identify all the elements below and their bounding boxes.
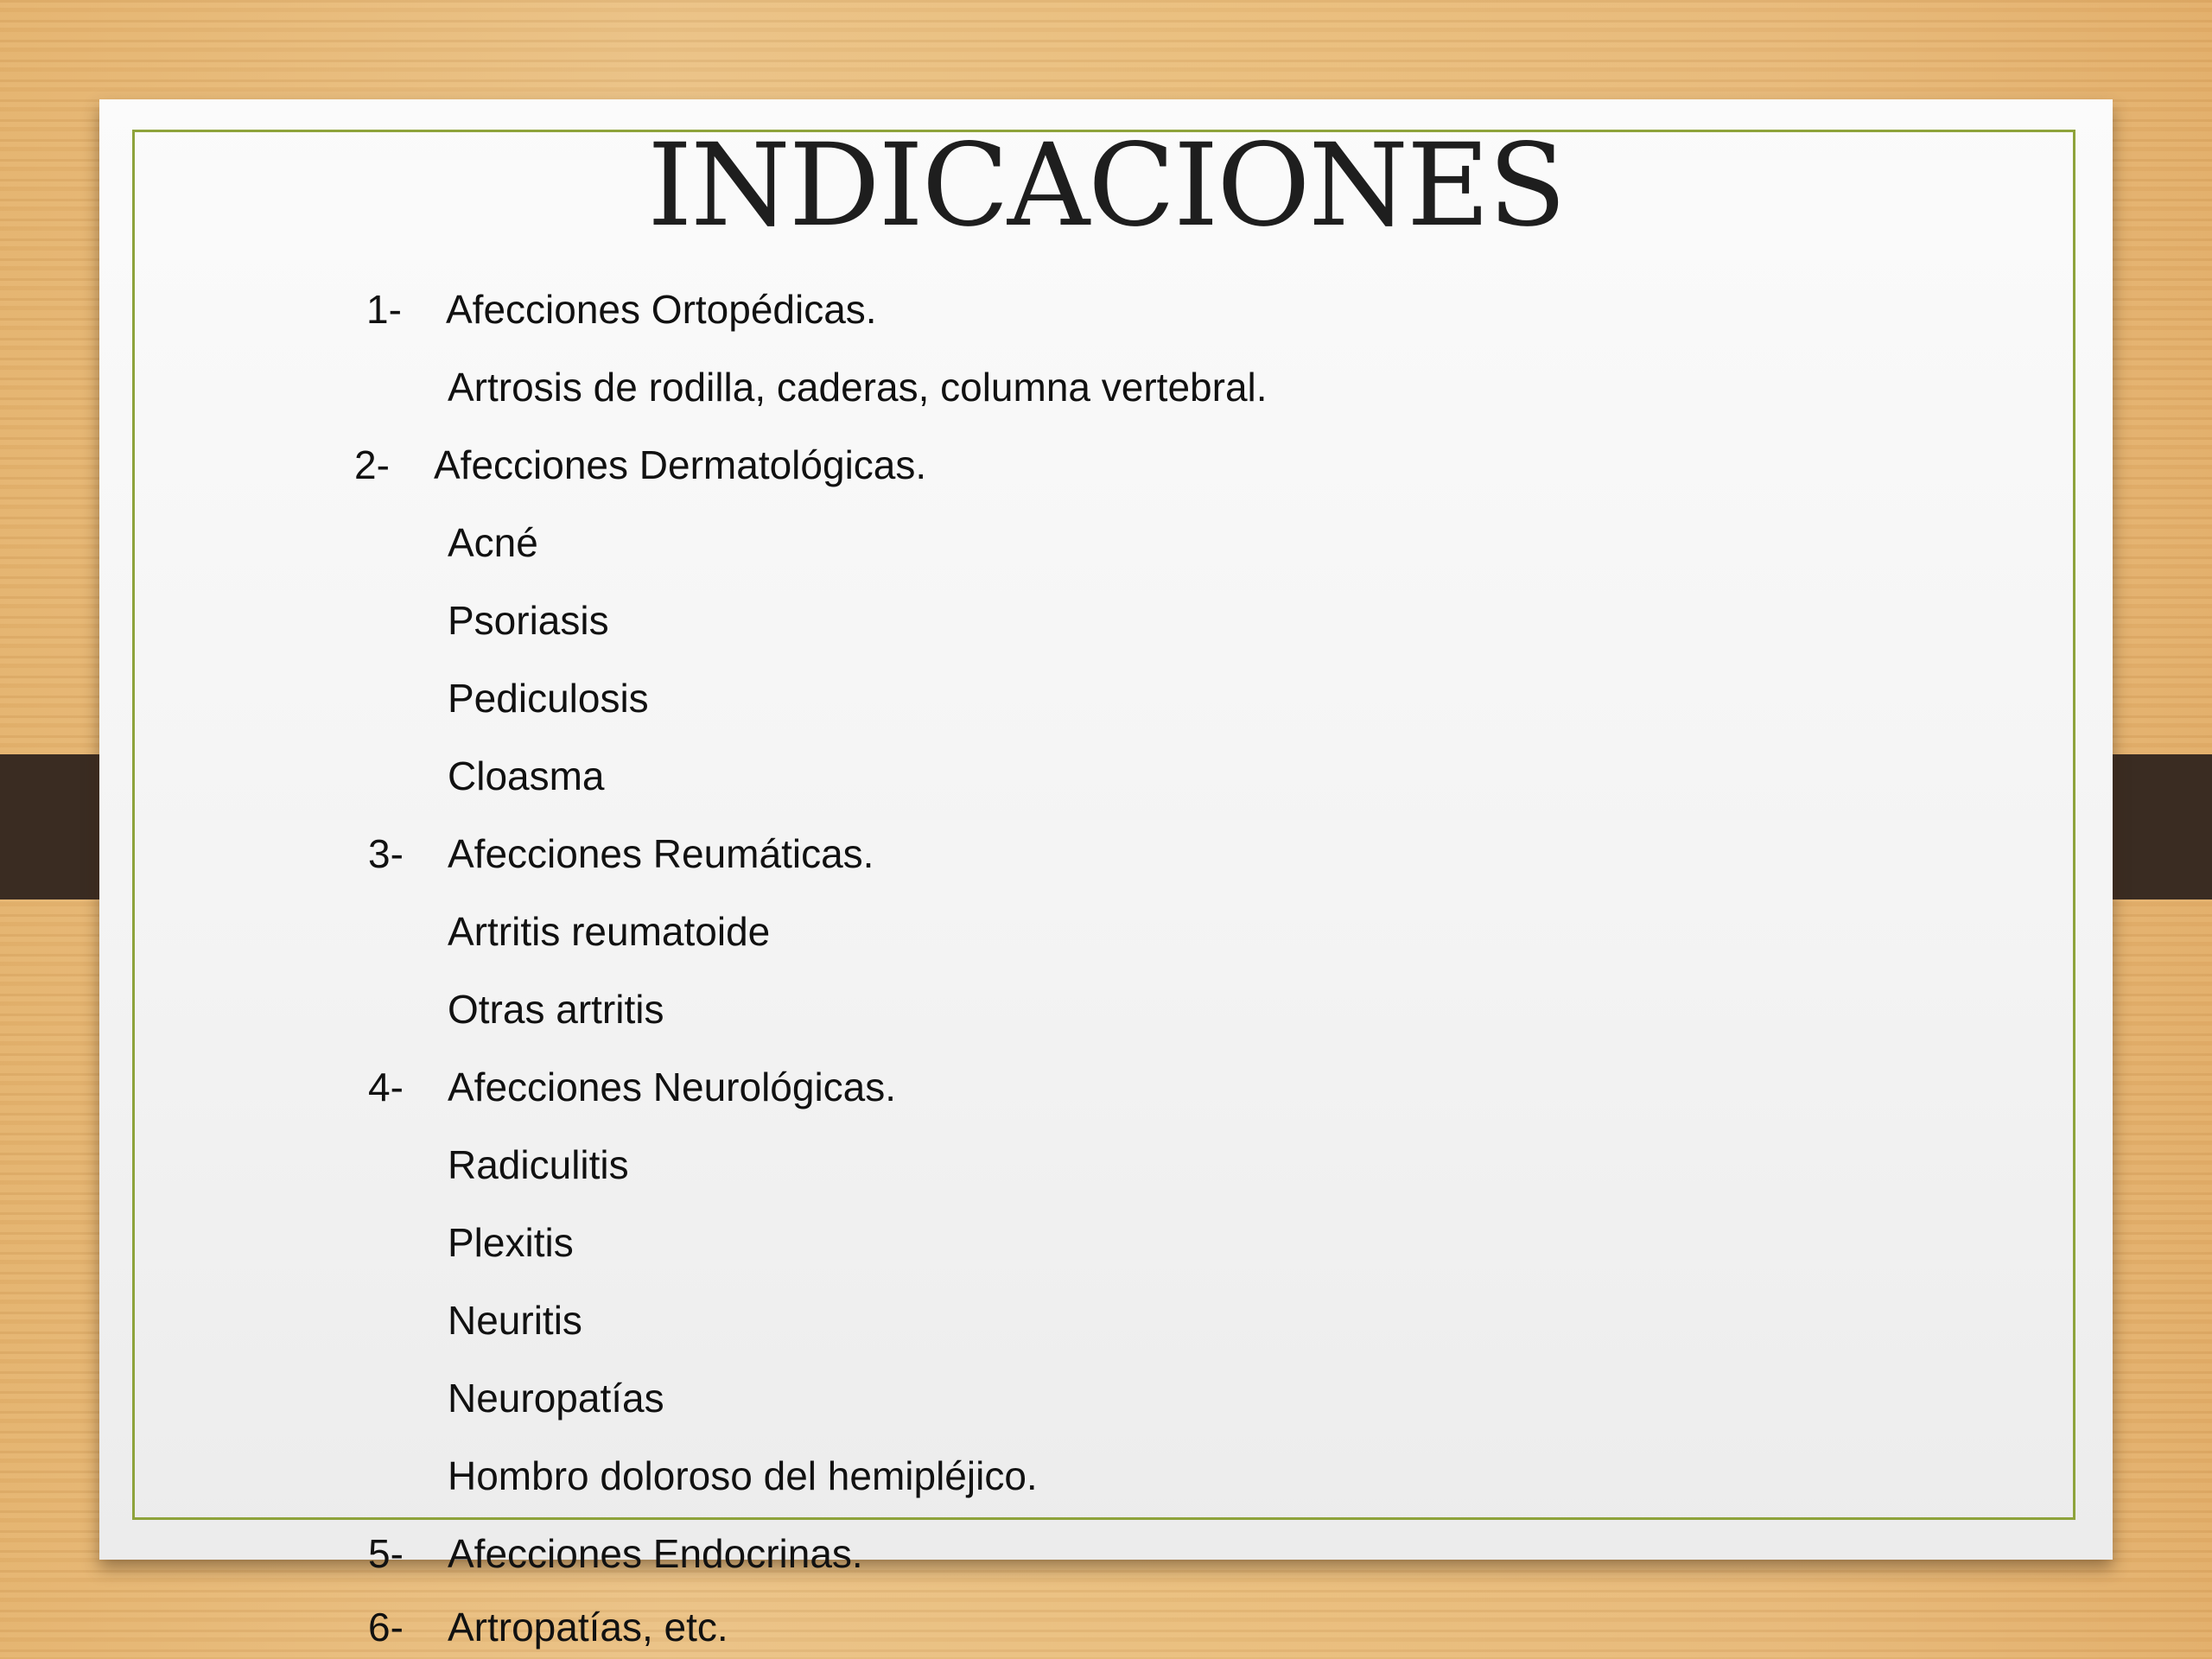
- sub-item: Otras artritis: [448, 987, 664, 1032]
- sub-item: Artrosis de rodilla, caderas, columna vertebral.: [448, 365, 1268, 410]
- list-item-label: Afecciones Dermatológicas.: [434, 442, 927, 487]
- list-item-number: 2-: [354, 442, 390, 487]
- sub-item: Artritis reumatoide: [448, 909, 771, 954]
- list-item-label: Afecciones Neurológicas.: [448, 1065, 897, 1109]
- sub-item: Plexitis: [448, 1220, 574, 1265]
- list-item-number: 1-: [366, 287, 402, 332]
- slide-frame-border: [132, 130, 2075, 1520]
- sub-item: Neuropatías: [448, 1376, 664, 1421]
- list-item-label: Afecciones Reumáticas.: [448, 831, 874, 876]
- slide-title: INDICACIONES: [647, 119, 1565, 252]
- sub-item: Radiculitis: [448, 1142, 629, 1187]
- sub-item: Pediculosis: [448, 676, 649, 721]
- list-item-label: Afecciones Ortopédicas.: [446, 287, 877, 332]
- list-item-number: 5-: [368, 1531, 404, 1576]
- list-item-number: 6-: [368, 1605, 404, 1649]
- sub-item: Psoriasis: [448, 598, 609, 643]
- list-item-label: Afecciones Endocrinas.: [448, 1531, 863, 1576]
- sub-item: Acné: [448, 520, 538, 565]
- sub-item: Neuritis: [448, 1298, 582, 1343]
- sub-item: Cloasma: [448, 753, 605, 798]
- list-item-number: 3-: [368, 831, 404, 876]
- list-item-number: 4-: [368, 1065, 404, 1109]
- sub-item: Hombro doloroso del hemipléjico.: [448, 1453, 1038, 1498]
- list-item-label: Artropatías, etc.: [448, 1605, 728, 1649]
